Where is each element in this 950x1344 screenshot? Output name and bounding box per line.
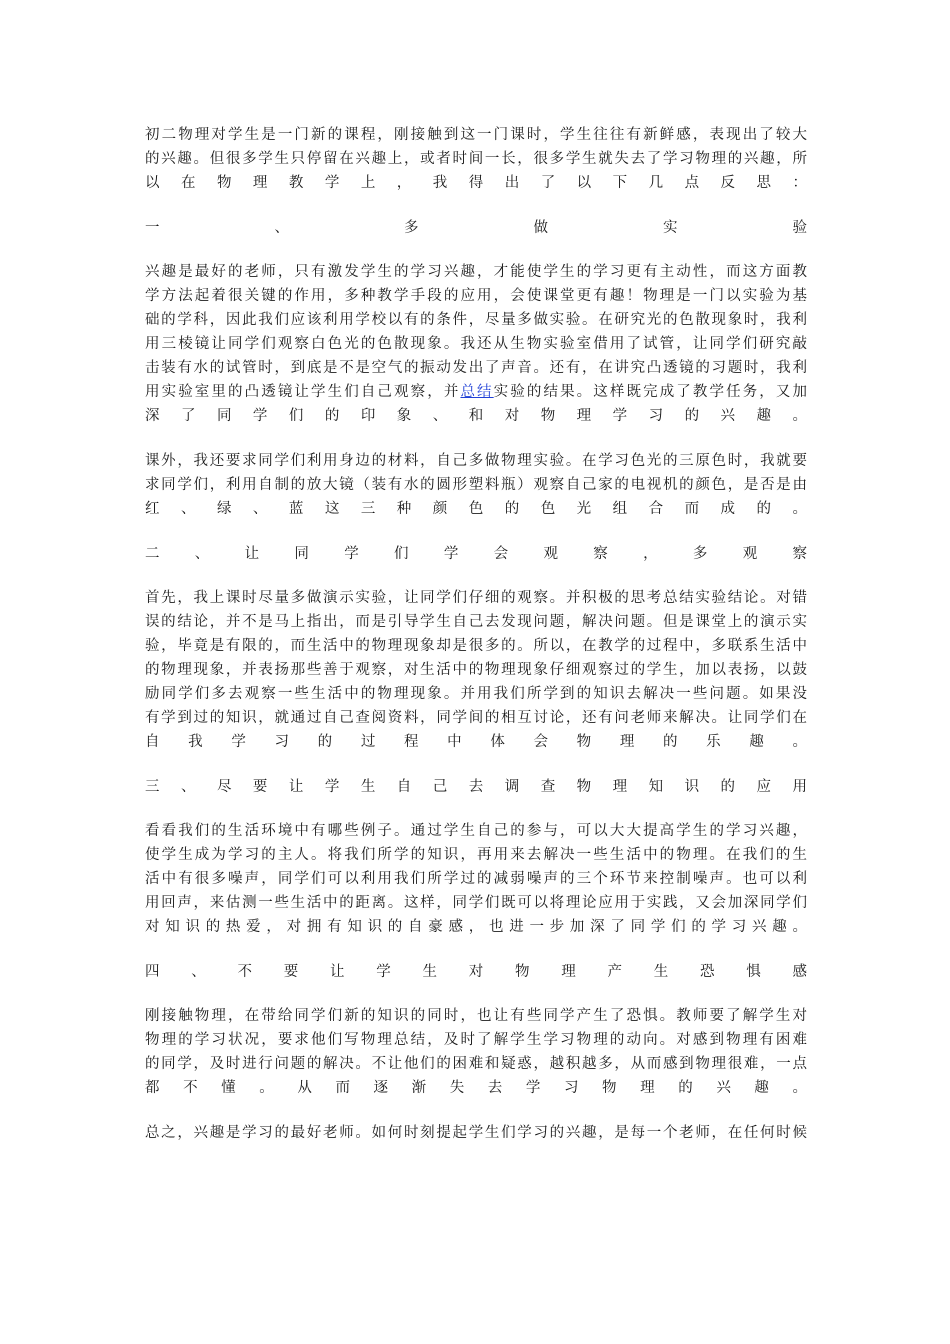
- text-line: 用三棱镜让同学们观察白色光的色散现象。我还从生物实验室借用了试管，让同学们研究敲: [145, 336, 807, 352]
- section-2-paragraph: [145, 586, 807, 754]
- conclusion-paragraph: [145, 1121, 807, 1145]
- text-line: [145, 380, 807, 404]
- text-line: 看看我们的生活环境中有哪些例子。通过学生自己的参与，可以大大提高学生的学习兴趣，: [145, 823, 807, 839]
- intro-paragraph: [145, 123, 807, 195]
- text-line: 首先，我上课时尽量多做演示实验，让同学们仔细的观察。并积极的思考总结实验结论。对错: [145, 590, 807, 606]
- text-line: 求同学们，利用自制的放大镜（装有水的圆形塑料瓶）观察自己家的电视机的颜色，是否是由: [145, 477, 807, 493]
- text-line: 物理的学习状况，要求他们写物理总结，及时了解学生学习物理的动向。对感到物理有困难: [145, 1032, 807, 1048]
- text-line: 的物理现象，并表扬那些善于观察，对生活中的物理现象仔细观察过的学生，加以表扬，以鼓: [145, 662, 807, 678]
- text-line: 验，毕竟是有限的，而生活中的物理现象却是很多的。所以，在教学的过程中，多联系生活中: [145, 638, 807, 654]
- text-line: 总之，兴趣是学习的最好老师。如何时刻提起学生们学习的兴趣，是每一个老师，在任何时候: [145, 1125, 807, 1141]
- text-line: 础的学科，因此我们应该利用学校以有的条件，尽量多做实验。在研究光的色散现象时，我利: [145, 312, 807, 328]
- section-1-heading: 一、多做实验: [145, 220, 807, 236]
- text-line: 击装有水的试管时，到底是不是空气的振动发出了声音。还有，在讲究凸透镜的习题时，我利: [145, 360, 807, 376]
- section-1-paragraph-1: [145, 260, 807, 428]
- section-2-heading: 二、让同学们学会观察，多观察: [145, 546, 807, 562]
- intro-line-2: 的兴趣。但很多学生只停留在兴趣上，或者时间一长，很多学生就失去了学习物理的兴趣，所: [145, 151, 807, 167]
- text-line: 学方法起着很关键的作用，多种教学手段的应用，会使课堂更有趣！物理是一门以实验为基: [145, 288, 807, 304]
- summary-link[interactable]: 总结: [460, 384, 494, 400]
- text-line: 红、绿、蓝这三种颜色的色光组合而成的。: [145, 501, 807, 517]
- section-3-heading: 三、尽要让学生自己去调查物理知识的应用: [145, 779, 807, 795]
- text-segment: 用实验室里的凸透镜让学生们自己观察，并: [145, 384, 461, 400]
- text-line: 用回声，来估测一些生活中的距离。这样，同学们既可以将理论应用于实践，又会加深同学们: [145, 895, 807, 911]
- text-line: 有学到过的知识，就通过自己查阅资料，同学间的相互讨论，还有问老师来解决。让同学们在: [145, 710, 807, 726]
- text-line: 对知识的热爱，对拥有知识的自豪感，也进一步加深了同学们的学习兴趣。: [145, 919, 807, 935]
- text-line: 活中有很多噪声，同学们可以利用我们所学过的减弱噪声的三个环节来控制噪声。也可以利: [145, 871, 807, 887]
- section-1-paragraph-2: [145, 449, 807, 521]
- document-page: [145, 123, 807, 1145]
- section-4-paragraph: [145, 1004, 807, 1100]
- text-line: 自我学习的过程中体会物理的乐趣。: [145, 734, 807, 750]
- text-line: 深了同学们的印象、和对物理学习的兴趣。: [145, 408, 807, 424]
- intro-line-3: 以在物理教学上，我得出了以下几点反思：: [145, 175, 807, 191]
- section-4-heading: 四、不要让学生对物理产生恐惧感: [145, 964, 807, 980]
- text-line: 使学生成为学习的主人。将我们所学的知识，再用来去解决一些生活中的物理。在我们的生: [145, 847, 807, 863]
- text-line: 课外，我还要求同学们利用身边的材料，自己多做物理实验。在学习色光的三原色时，我就要: [145, 453, 807, 469]
- text-line: 都不懂。从而逐渐失去学习物理的兴趣。: [145, 1080, 807, 1096]
- text-line: 误的结论，并不是马上指出，而是引导学生自己去发现问题，解决问题。但是课堂上的演示实: [145, 614, 807, 630]
- text-segment: 实验的结果。这样既完成了教学任务，又加: [493, 384, 808, 400]
- text-line: 的同学，及时进行问题的解决。不让他们的困难和疑惑，越积越多，从而感到物理很难，一点: [145, 1056, 807, 1072]
- text-line: 兴趣是最好的老师，只有激发学生的学习兴趣，才能使学生的学习更有主动性，而这方面教: [145, 264, 807, 280]
- section-3-paragraph: [145, 819, 807, 939]
- text-line: 刚接触物理，在带给同学们新的知识的同时，也让有些同学产生了恐惧。教师要了解学生对: [145, 1008, 807, 1024]
- text-line: 励同学们多去观察一些生活中的物理现象。并用我们所学到的知识去解决一些问题。如果没: [145, 686, 807, 702]
- intro-line-1: 初二物理对学生是一门新的课程，刚接触到这一门课时，学生往往有新鲜感，表现出了较大: [145, 127, 807, 143]
